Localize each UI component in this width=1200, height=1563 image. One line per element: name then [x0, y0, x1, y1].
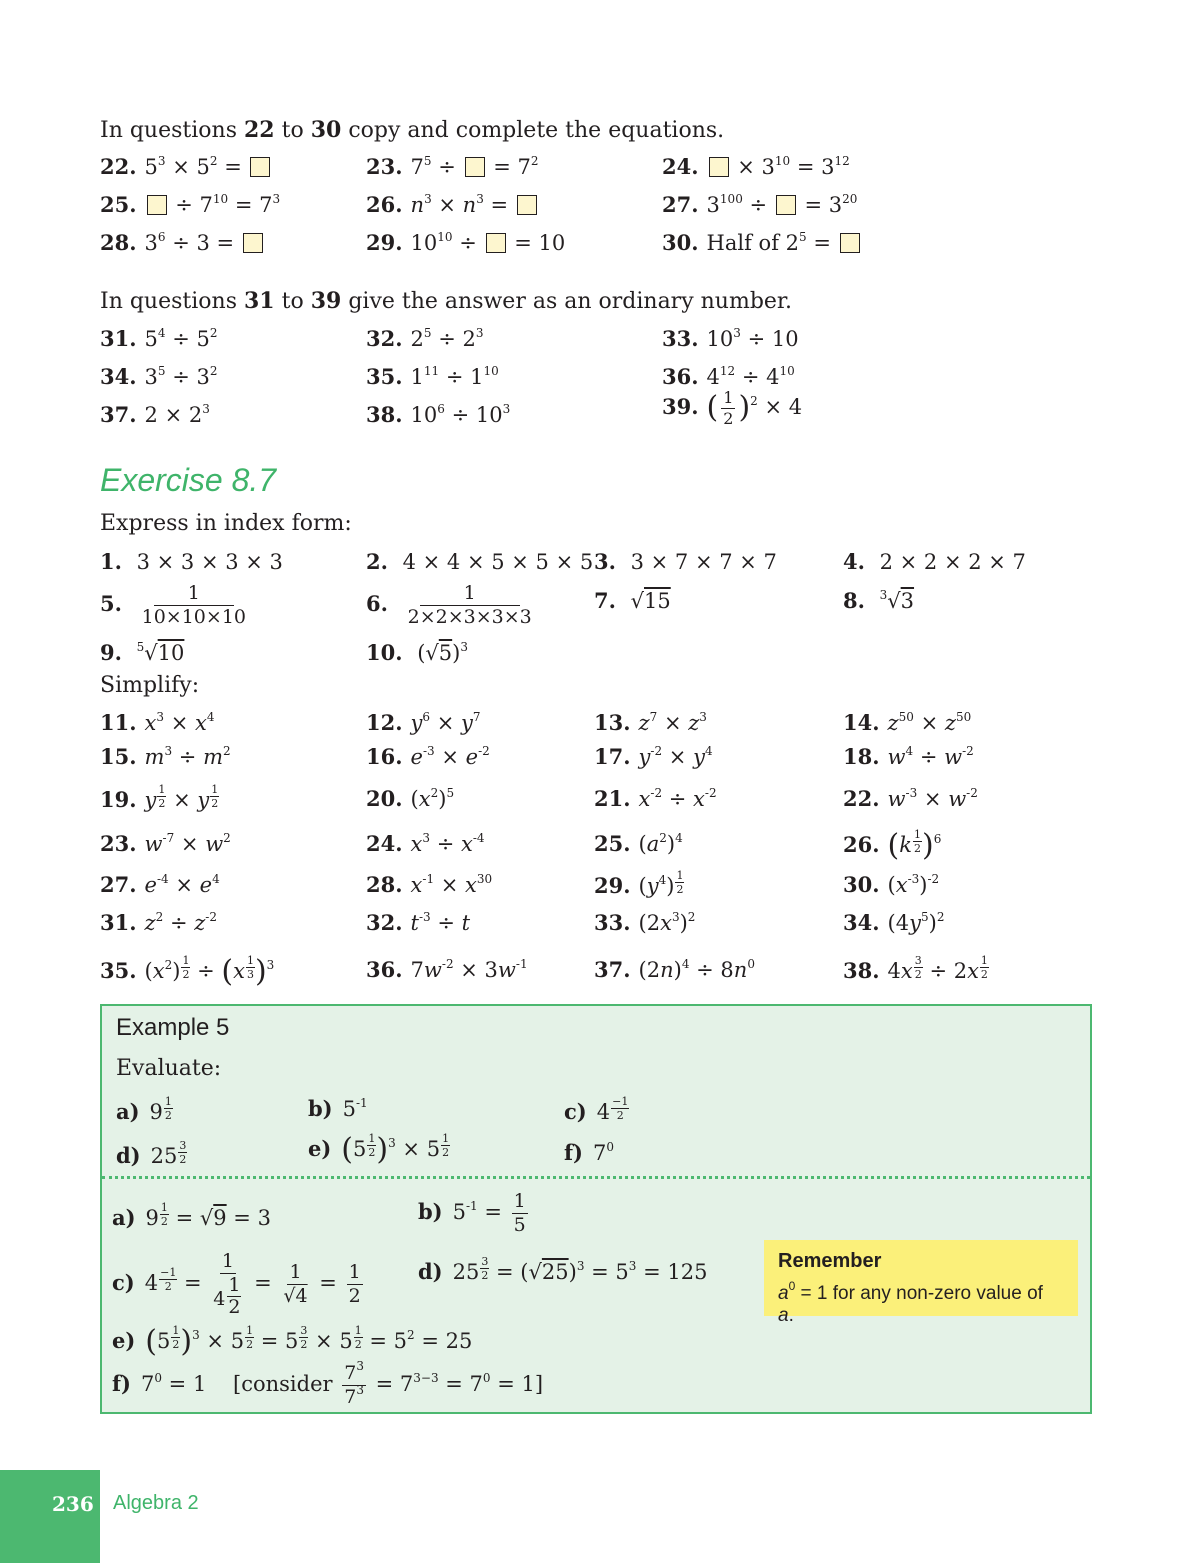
simplify-32: 32. $t^{-3} \div t$ — [366, 910, 471, 935]
question-25: 25. ÷ $7^{10} = 7^3$ — [100, 192, 281, 217]
exercise-heading: Exercise 8.7 — [100, 462, 277, 498]
simplify-row-7 — [0, 955, 1200, 989]
simplify-29: 29. $(y^4)$ $\frac{1}{2}$ — [594, 869, 684, 898]
simplify-30: 30. $(x^{-3})^{-2}$ — [843, 872, 940, 897]
simplify-22: 22. $w^{-3} \times w^{-2}$ — [843, 786, 978, 811]
remember-title: Remember — [778, 1250, 882, 1272]
simplify-21: 21. $x^{-2} \div x^{-2}$ — [594, 786, 717, 811]
section1-row-1 — [0, 152, 1200, 186]
example-q-a: a) 9 $\frac{1}{2}$ — [116, 1095, 172, 1124]
example-q-f: f) $7^0$ — [564, 1140, 614, 1165]
simplify-16: 16. $e^{-3} \times e^{-2}$ — [366, 744, 490, 769]
simplify-11: 11. $x^3 \times x^4$ — [100, 710, 215, 735]
simplify-38: 38. 4x $\frac{3}{2}$ ÷ 2x $\frac{1}{2}$ — [843, 954, 988, 983]
simplify-27: 27. $e^{-4} \times e^4$ — [100, 872, 220, 897]
question-30: 30. Half of $2^5$ = — [662, 228, 862, 258]
section2-intro: In questions 31 to 39 give the answer as an ordinary number. — [100, 288, 793, 314]
example-answer-f: f) $7^0 = 1$ [consider $\frac{7^3}{7^3}$ = $7^{3-3} = 7^0 = 1$] — [112, 1359, 544, 1408]
example-answer-d: d) 25 $\frac{3}{2}$ = $(√25)^3 = 5^3 = 125$ — [418, 1255, 708, 1284]
exercise-row-1 — [0, 547, 1200, 581]
simplify-row-6 — [0, 908, 1200, 942]
simplify-28: 28. $x^{-1} \times x^{30}$ — [366, 872, 493, 897]
question-24: 24. × $3^{10} = 3^{12}$ — [662, 154, 850, 179]
exercise-row-3 — [0, 638, 1200, 672]
section1-row-2 — [0, 190, 1200, 224]
exercise-item-6: 6. $\frac{1}{2\times 2\times 3\times 3\times 3}$ — [366, 582, 532, 628]
answer-box — [243, 233, 263, 253]
example-title: Example 5 — [116, 1014, 230, 1041]
question-27: 27. $3^{100}$ ÷ = $3^{20}$ — [662, 192, 858, 217]
answer-box — [465, 157, 485, 177]
question-29: 29. $10^{10}$ ÷ = 10 — [366, 230, 566, 255]
evaluate-label: Evaluate: — [116, 1056, 222, 1081]
section1-row-3 — [0, 228, 1200, 262]
question-22: 22. $5^3 \times 5^2$ = — [100, 152, 272, 182]
simplify-19: 19. y $\frac{1}{2}$ × y $\frac{1}{2}$ — [100, 783, 219, 812]
answer-box — [517, 195, 537, 215]
exercise-item-4: 4. 2 × 2 × 2 × 7 — [843, 549, 1026, 574]
simplify-37: 37. $(2n)^4 \div 8n^0$ — [594, 957, 755, 982]
express-label: Express in index form: — [100, 511, 352, 536]
answer-box — [840, 233, 860, 253]
question-26: 26. $n^3 \times n^3$ = — [366, 190, 539, 220]
simplify-17: 17. $y^{-2} \times y^4$ — [594, 744, 713, 769]
answer-box — [147, 195, 167, 215]
simplify-31: 31. $z^2 \div z^{-2}$ — [100, 910, 217, 935]
question-31: 31. $5^4 \div 5^2$ — [100, 326, 218, 351]
page-number: 236 — [52, 1492, 94, 1516]
example-answer-b: b) $5^{-1}$ = $\frac{1}{5}$ — [418, 1190, 526, 1236]
question-38: 38. $10^6 \div 10^3$ — [366, 402, 511, 427]
simplify-row-4 — [0, 829, 1200, 863]
answer-box — [250, 157, 270, 177]
question-23: 23. $7^5$ ÷ = $7^2$ — [366, 154, 539, 179]
example-q-e: e) (5 $\frac{1}{2}$ )$^3$ × 5 $\frac{1}{2}$ — [308, 1132, 450, 1167]
exercise-item-8: 8. $^3$√3 — [843, 588, 915, 613]
simplify-33: 33. $(2x^3)^2$ — [594, 910, 696, 935]
simplify-12: 12. $y^6 \times y^7$ — [366, 710, 481, 735]
footer-bar — [0, 1470, 100, 1563]
simplify-row-5 — [0, 870, 1200, 904]
simplify-row-2 — [0, 742, 1200, 776]
chapter-title: Algebra 2 — [113, 1492, 199, 1514]
example-answer-a: a) 9 $\frac{1}{2}$ = √9 = 3 — [112, 1201, 271, 1230]
example-divider — [102, 1176, 1090, 1179]
simplify-24: 24. $x^3 \div x^{-4}$ — [366, 831, 485, 856]
question-35: 35. $1^{11} \div 1^{10}$ — [366, 364, 499, 389]
example-q-c: c) 4 $\frac{-1}{2}$ — [564, 1095, 629, 1124]
simplify-35: 35. $(x^2)$ $\frac{1}{2}$ ÷ (x $\frac{1}{3}$ )$^3$ — [100, 954, 275, 989]
example-box — [100, 1004, 1092, 1414]
simplify-14: 14. $z^{50} \times z^{50}$ — [843, 710, 972, 735]
answer-box — [486, 233, 506, 253]
section2-row-1 — [0, 324, 1200, 358]
exercise-item-7: 7. √15 — [594, 588, 671, 613]
exercise-item-3: 3. 3 × 7 × 7 × 7 — [594, 549, 777, 574]
remember-body: $a^0 = 1$ for any non-zero value of a. — [778, 1279, 1043, 1326]
simplify-13: 13. $z^7 \times z^3$ — [594, 710, 707, 735]
answer-box — [709, 157, 729, 177]
simplify-label: Simplify: — [100, 673, 200, 698]
simplify-row-3 — [0, 784, 1200, 818]
example-answer-c: c) 4 $\frac{-1}{2}$ = 1 4 $\frac{1}{2}$ = $\frac{1}{√4}$ = $\frac{1}{2}$ — [112, 1250, 361, 1318]
exercise-row-2 — [0, 578, 1200, 634]
question-37: 37. $2 \times 2^3$ — [100, 402, 210, 427]
question-33: 33. $10^3 \div 10$ — [662, 326, 799, 351]
question-34: 34. $3^5 \div 3^2$ — [100, 364, 218, 389]
simplify-18: 18. $w^4 \div w^{-2}$ — [843, 744, 974, 769]
section1-intro: In questions 22 to 30 copy and complete the equations. — [100, 117, 725, 143]
example-answer-e: e) (5 $\frac{1}{2}$ )$^3$ × 5 $\frac{1}{2}$ = 5 $\frac{3}{2}$ × 5 $\frac{1}{2}$ = $5^2 = 25$ — [112, 1324, 473, 1359]
simplify-23: 23. $w^{-7} \times w^2$ — [100, 831, 231, 856]
simplify-20: 20. $(x^2)^5$ — [366, 786, 455, 811]
section2-row-3 — [0, 388, 1200, 434]
answer-box — [776, 195, 796, 215]
example-q-d: d) 25 $\frac{3}{2}$ — [116, 1139, 187, 1168]
question-32: 32. $2^5 \div 2^3$ — [366, 326, 484, 351]
exercise-item-1: 1. 3 × 3 × 3 × 3 — [100, 549, 283, 574]
simplify-row-1 — [0, 708, 1200, 742]
simplify-15: 15. $m^3 \div m^2$ — [100, 744, 231, 769]
section2-row-2 — [0, 362, 1200, 396]
exercise-item-9: 9. $^5$√10 — [100, 640, 185, 665]
simplify-25: 25. $(a^2)^4$ — [594, 831, 683, 856]
simplify-34: 34. $(4y^5)^2$ — [843, 910, 945, 935]
example-q-b: b) $5^{-1}$ — [308, 1096, 368, 1121]
exercise-item-2: 2. 4 × 4 × 5 × 5 × 5 — [366, 549, 594, 574]
question-28: 28. $3^6 \div 3$ = — [100, 228, 265, 258]
question-36: 36. $4^{12} \div 4^{10}$ — [662, 364, 795, 389]
simplify-36: 36. $7w^{-2} \times 3w^{-1}$ — [366, 957, 528, 982]
simplify-26: 26. (k $\frac{1}{2}$ )$^6$ — [843, 828, 942, 863]
exercise-item-10: 10. $(√5)^3$ — [366, 640, 469, 665]
remember-note — [764, 1240, 1078, 1326]
exercise-item-5: 5. $\frac{1}{10\times 10\times 10}$ — [100, 582, 246, 628]
question-39: 39. ( $\frac{1}{2}$ )$^2$ × 4 — [662, 388, 803, 428]
